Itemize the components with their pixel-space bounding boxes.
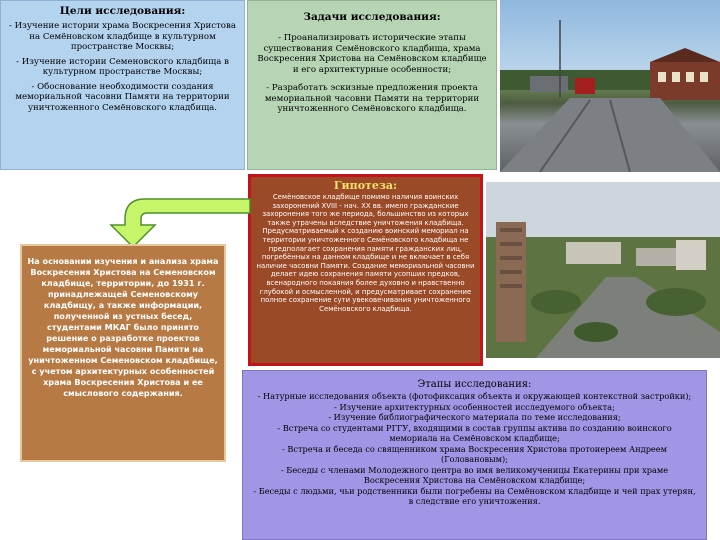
- stages-item: - Беседы с людьми, чьи родственники были погребены на Семёновском кладбище и чей прах утерян, в следствие его уничтожения.: [253, 485, 696, 506]
- tasks-item: - Разработать эскизные предложения проекта мемориальной часовни Памяти на территории уничтоженного Семёновского кладбища.: [264, 83, 480, 114]
- stages-panel: [242, 370, 707, 540]
- goals-panel: [0, 0, 245, 170]
- curved-arrow-icon: [105, 185, 255, 250]
- aerial-city-photo: [486, 182, 720, 358]
- goals-item: - Изучение истории храма Воскресения Христова на Семёновском кладбище в культурном пространстве Москвы;: [9, 21, 236, 52]
- goals-item: - Изучение истории Семеновского кладбища в культурном пространстве Москвы;: [16, 56, 229, 77]
- stages-item: - Изучение архитектурных особенностей исследуемого объекта;: [334, 401, 615, 412]
- tasks-title: Задачи исследования:: [303, 11, 441, 23]
- stages-item: - Натурные исследования объекта (фотофиксация объекта и окружающей контекстной застройки);: [257, 391, 692, 401]
- decision-basis-panel: [20, 244, 226, 462]
- stages-title: Этапы исследования:: [417, 379, 532, 390]
- hypothesis-text: Семёновское кладбище помимо наличия воинских захоронений XVIII - нач. XX вв. имело гражданские захоронения того же периода, большинство из которых также утрачены вследствие уничтожения кладбища. Предусматриваемый к созданию воинский мемориал на территории уничтоженного Семёновского кладбища не предполагает сохранения памяти гражданских лиц, погребённых на данном кладбище и не включает в себя наличие часовни Памяти. Создание мемориальной часовни делает идею сохранения памяти усопших предков, всенародного покаяния более духовно и нравственно глубокой и осмысленной, и предусматривает сохранение полное сохранение сути увековечивания уничтоженного Семёновского кладбища.: [256, 193, 475, 313]
- tasks-panel: [247, 0, 497, 170]
- street-tram-photo: [500, 0, 720, 172]
- hypothesis-panel: [248, 174, 483, 366]
- stages-item: - Встреча и беседа со священником храма Воскресения Христова протоиереем Андреем (Головановым);: [282, 443, 667, 464]
- goals-item: - Обоснование необходимости создания мемориальной часовни Памяти на территории уничтоженного Семёновского кладбища.: [15, 81, 230, 113]
- stages-item: - Беседы с членами Молодежного центра во имя великомученицы Екатерины при храме Воскресения Христова на Семёновском кладбище;: [280, 464, 669, 485]
- hypothesis-title: Гипотеза:: [333, 179, 398, 192]
- decision-basis-text: На основании изучения и анализа храма Воскресения Христова на Семеновском кладбище, территории, до 1931 г. принадлежащей Семеновскому кладбищу, а также информации, полученной из устных бесед, студентами МКАГ было принято решение о разработке проектов мемориальной часовни Памяти на уничтоженном Семеновском кладбище, с учетом архитектурных особенностей храма Воскресения Христова и ее смыслового содержания.: [27, 256, 219, 398]
- goals-title: Цели исследования:: [59, 5, 186, 17]
- stages-item: - Изучение библиографического материала по теме исследования;: [328, 412, 621, 422]
- stages-item: - Встреча со студентами РГГУ, входящими в состав группы актива по созданию воинского мемориала на Семёновском кладбище;: [277, 422, 672, 443]
- tasks-item: - Проанализировать исторические этапы существования Семёновского кладбища, храма Воскресения Христова на Семёновском кладбище и его архитектурные особенности;: [257, 33, 487, 75]
